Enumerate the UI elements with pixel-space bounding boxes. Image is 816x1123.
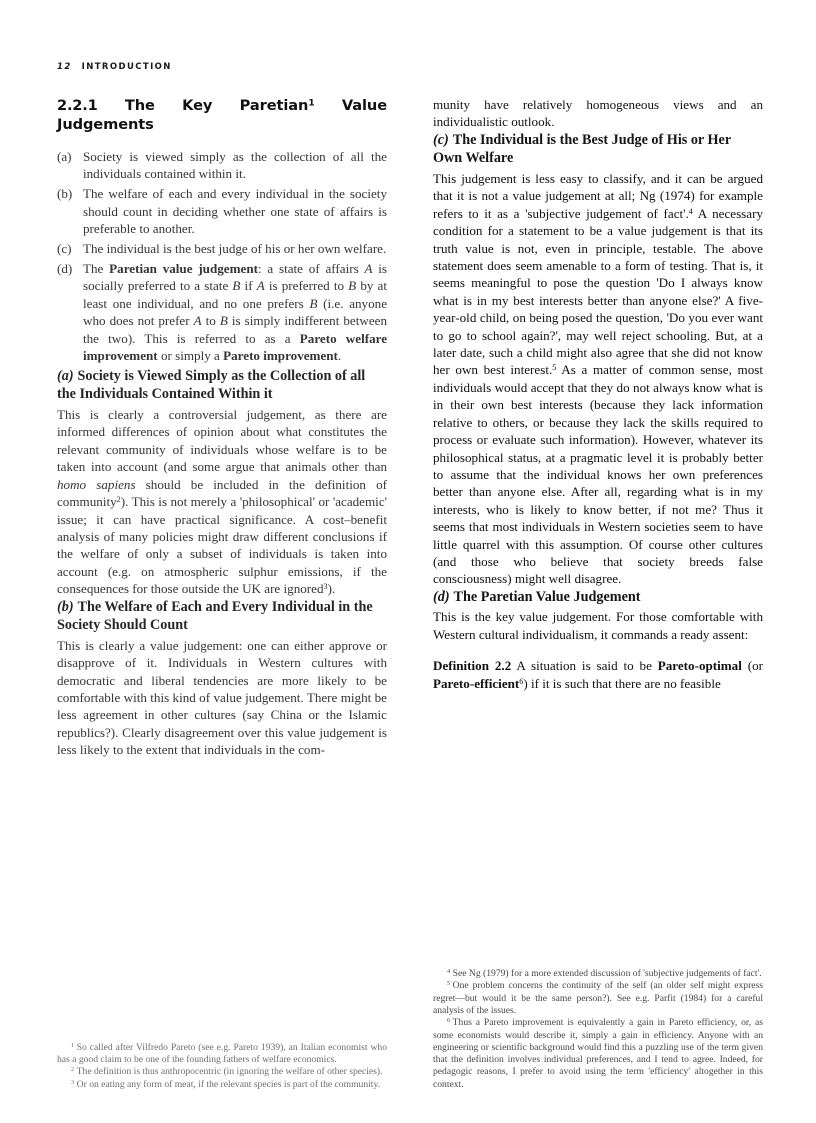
footnote-item xyxy=(57,1066,387,1078)
subsection-b-heading xyxy=(57,598,387,635)
definition-label: Definition 2.2 xyxy=(433,658,512,674)
running-head xyxy=(57,62,172,72)
right-column-text xyxy=(433,96,763,692)
footnote-number: 3 xyxy=(71,1078,75,1086)
footnote-text: So called after Vilfredo Pareto (see e.g. Pareto 1939), an Italian economist who has a good claim to be one of the founding fathers of welfare economics. xyxy=(57,1041,387,1066)
subsection-a-label: (a) xyxy=(57,367,74,384)
list-item-text: The welfare of each and every individual in the society should count in deciding whether one state of affairs is preferable to another. xyxy=(83,186,387,237)
footnote-item xyxy=(433,1017,763,1091)
subsection-c-label: (c) xyxy=(433,131,449,148)
subsection-b-title: The Welfare of Each and Every Individual in the Society Should Count xyxy=(57,598,373,634)
footnote-number: 1 xyxy=(71,1041,75,1049)
footnote-number: 6 xyxy=(447,1017,451,1025)
list-item-marker: (b) xyxy=(57,186,73,202)
section-heading xyxy=(57,96,387,134)
subsection-a-title: Society is Viewed Simply as the Collection of all the Individuals Contained Within it xyxy=(57,367,366,403)
two-column-body xyxy=(57,96,763,1091)
subsection-d-body: This is the key value judgement. For those comfortable with Western cultural individualism, it commands a ready assent: xyxy=(433,609,763,642)
footnote-text: Thus a Pareto improvement is equivalently a gain in Pareto efficiency, or, as some economists would describe it, simply a gain in efficiency. Anyone with an engineering or scientific background would find this a puzzling use of the term given that the definition involves individual preferences, and I tend to agree. Indeed, for pedagogic reasons, I prefer to avoid using the term 'efficiency' altogether in this context. xyxy=(433,1017,763,1090)
list-item xyxy=(57,260,387,364)
paretian-judgements-list xyxy=(57,148,387,364)
left-column-text xyxy=(57,96,387,759)
list-item-text: The Paretian value judgement: a state of affairs A is socially preferred to a state B if A is preferred to B by at least one individual, and no one prefers B (i.e. anyone who does not prefer A to B is simply indifferent between the two). This is referred to as a Pareto welfare improvement or simply a Pareto improvement. xyxy=(83,260,388,363)
column-right xyxy=(433,96,763,1091)
page-number: 12 xyxy=(57,62,72,72)
list-item-text: The individual is the best judge of his or her own welfare. xyxy=(83,241,387,257)
footnotes-right xyxy=(433,968,763,1091)
footnote-number: 5 xyxy=(447,980,451,988)
column-left xyxy=(57,96,387,1091)
footnote-text: The definition is thus anthropocentric (in ignoring the welfare of other species). xyxy=(76,1066,383,1078)
footnote-marker-6: 6 xyxy=(519,676,524,686)
subsection-d-heading xyxy=(433,588,763,607)
subsection-a-heading xyxy=(57,367,387,404)
list-item-marker: (a) xyxy=(57,149,72,164)
section-title-rest: Value Judgements xyxy=(57,97,388,133)
subsection-d-title: The Paretian Value Judgement xyxy=(453,588,641,605)
subsection-c-title: The Individual is the Best Judge of His or Her Own Welfare xyxy=(433,131,731,167)
subsection-d-label: (d) xyxy=(433,588,450,605)
section-title: The Key Paretian xyxy=(124,97,309,114)
footnote-marker-3: 3 xyxy=(323,582,328,592)
footnote-item xyxy=(57,1079,387,1091)
subsection-c-heading xyxy=(433,131,763,168)
subsection-a-body: This is clearly a controversial judgement, as there are informed differences of opinion about what constitutes the relevant community of individuals whose welfare is to be taken into account (and some argue that animals other than homo sapiens should be included in the definition of community$^2$). This is not merely a 'philosophical' or 'academic' issue; it can have practical significance. A cost–benefit analysis of many policies might draw different conclusions if the welfare of only a subset of individuals is taken into account (e.g. on atmospheric sulphur emissions, if the consequences for those outside the UK are ignored$^3$). xyxy=(57,407,388,597)
footnote-marker-5: 5 xyxy=(552,363,557,373)
subsection-b-continuation: munity have relatively homogeneous views and an individualistic outlook. xyxy=(433,97,763,130)
footnote-number: 2 xyxy=(71,1066,75,1074)
section-number: 2.2.1 xyxy=(57,97,98,114)
list-item-marker: (d) xyxy=(57,260,73,276)
list-item xyxy=(57,240,387,257)
footnote-text: Or on eating any form of meat, if the relevant species is part of the community. xyxy=(76,1078,381,1090)
footnote-text: See Ng (1979) for a more extended discussion of 'subjective judgements of fact'. xyxy=(452,968,762,980)
footnote-marker-2: 2 xyxy=(116,495,121,505)
definition-block: Definition 2.2 A situation is said to be Pareto-optimal (or Pareto-efficient$^6$) if it is such that there are no feasible xyxy=(433,658,764,691)
footnote-item xyxy=(433,980,763,1017)
footnote-item xyxy=(433,968,763,980)
section-title-footnote-marker: 1 xyxy=(308,98,315,109)
footnotes-left xyxy=(57,1042,387,1091)
footnote-number: 4 xyxy=(447,967,451,975)
running-head-title: INTRODUCTION xyxy=(81,62,172,72)
list-item-marker: (c) xyxy=(57,241,72,257)
list-item-text: Society is viewed simply as the collection of all the individuals contained within it. xyxy=(83,149,387,182)
list-item xyxy=(57,185,387,237)
list-item xyxy=(57,148,387,183)
footnote-item xyxy=(57,1042,387,1067)
footnote-marker-4: 4 xyxy=(688,206,693,216)
footnote-text: One problem concerns the continuity of the self (an older self might express regret—but would it be the same person?). See e.g. Parfit (1984) for a careful analysis of the issues. xyxy=(433,980,763,1016)
subsection-b-label: (b) xyxy=(57,598,74,615)
subsection-c-body: This judgement is less easy to classify, and it can be argued that it is not a value judgement at all; Ng (1974) for example refers to it as a 'subjective judgement of fact'.$^4$ A necessary condition for a statement to be a value judgement is that its truth value is not, even in principle, testable. The above statement does seem amenable to a form of testing. That is, it seems meaningful to pose the question 'Do I always know what is in my best interests better than anyone else?' A five-year-old child, on being posed the question, 'Do you ever want to go to school again?', may well reject schooling. But, at a later date, such a child might also agree that she did not know her own best interest.$^5$ As a matter of common sense, most individuals would accept that they do not always know what is in their own best interests (because they lack information relative to others, or because they lack the skills required to process or evaluate such information). However, whatever its philosophical status, at a pragmatic level it is probably better to assume that the individual knows her own preferences better than anyone else. After all, regarding what is in my interests, who is likely to know better, if not me? Thus it seems that most individuals in Western societies seem to have little quarrel with this assumption. Of course other cultures (and those who believe that society breeds false consciousness) might well disagree. xyxy=(433,171,764,587)
subsection-b-body: This is clearly a value judgement: one can either approve or disapprove of it. Individuals in Western cultures with democratic and liberal tendencies are more likely to be comfortable with this kind of value judgement. There might be less agreement in other cultures (say China or the Islamic republics?). Clearly disagreement over this value judgement is less likely to the extent that individuals in the com- xyxy=(57,637,387,758)
